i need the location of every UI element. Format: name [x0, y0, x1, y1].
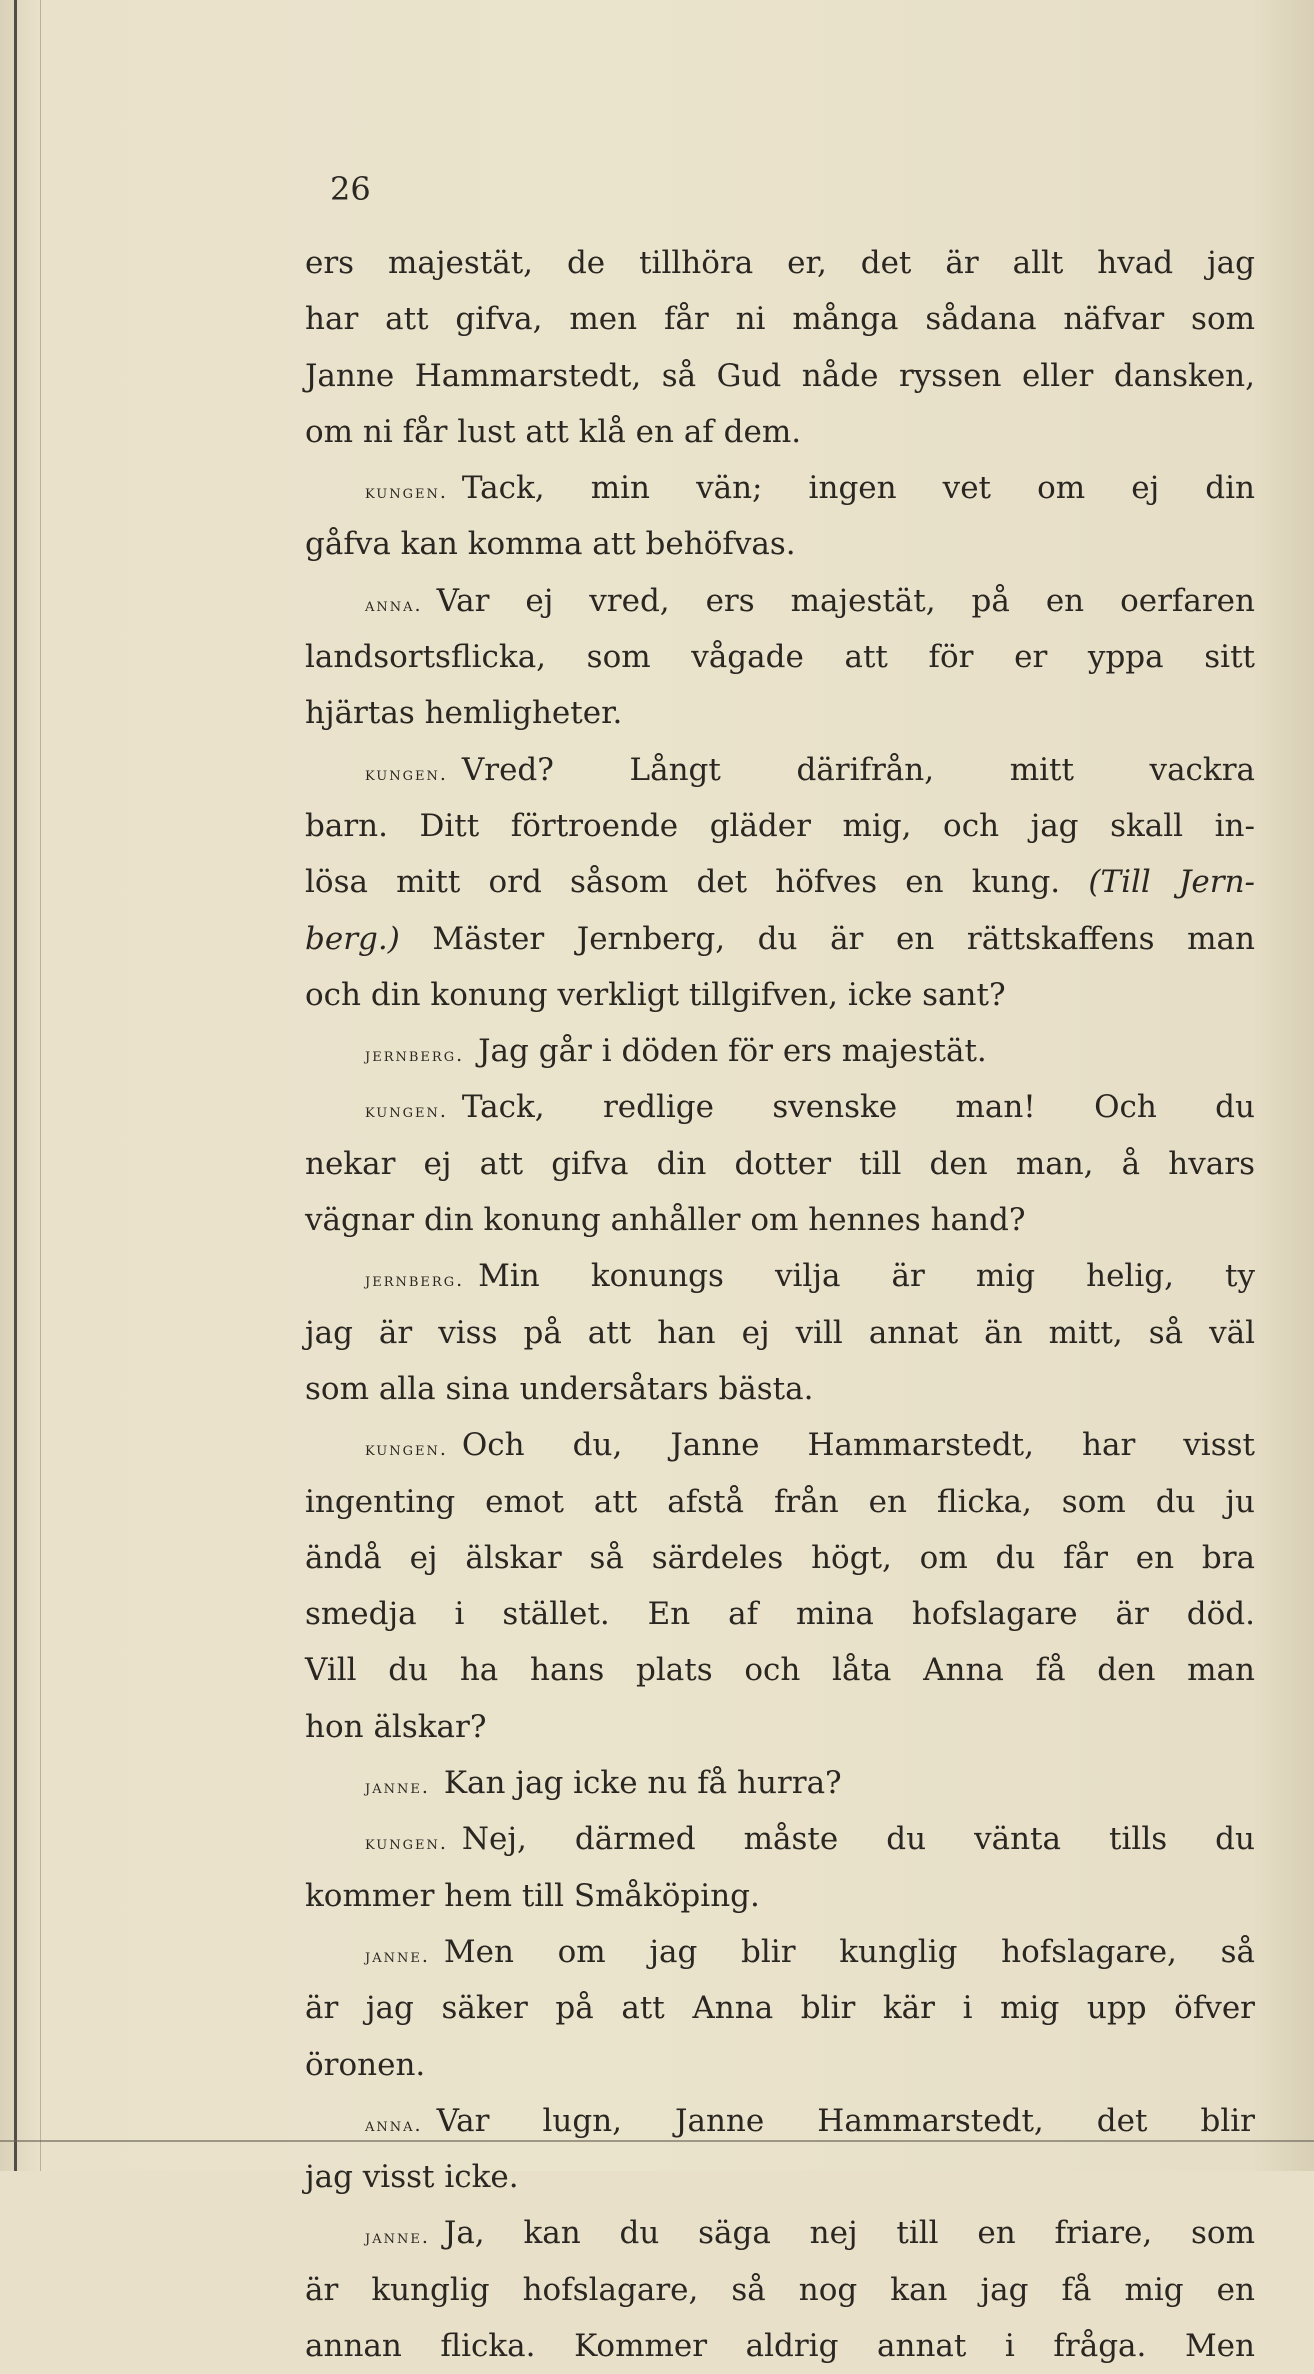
line-text: är kunglig hofslagare, så nog kan jag få mig en [305, 2271, 1255, 2308]
line-text: nekar ej att gifva din dotter till den man, å hvars [305, 1145, 1255, 1182]
text-line [305, 967, 1255, 1023]
line-text: Vill du ha hans plats och låta Anna få den man [305, 1652, 1255, 1689]
speaker-name: jernberg. [365, 1269, 465, 1292]
text-line [305, 573, 1255, 629]
text-line [305, 2093, 1255, 2149]
text-line [305, 1811, 1255, 1867]
page-edge-shadow [40, 0, 41, 2171]
text-line [305, 1248, 1255, 1304]
speaker-name: kungen. [365, 481, 448, 504]
text-line [305, 2262, 1255, 2318]
stage-direction: berg.) [305, 920, 400, 957]
speaker-name: kungen. [365, 762, 448, 785]
text-line [305, 1980, 1255, 2036]
speaker-name: anna. [365, 2113, 423, 2136]
line-text: som alla sina undersåtars bästa. [305, 1370, 814, 1407]
line-text: Jag går i döden för ers majestät. [478, 1033, 987, 1070]
text-line [305, 629, 1255, 685]
line-text: Var lugn, Janne Hammarstedt, det blir [436, 2102, 1255, 2139]
speaker-name: janne. [365, 1944, 430, 1967]
line-text: Mäster Jernberg, du är en rättskaffens man [432, 920, 1255, 957]
line-text: Tack, redlige svenske man! Och du [461, 1089, 1255, 1126]
line-text: gåfva kan komma att behöfvas. [305, 526, 796, 563]
text-line [305, 1023, 1255, 1079]
line-text: vägnar din konung anhåller om hennes hand? [305, 1202, 1026, 1239]
text-line [305, 516, 1255, 572]
text-line [305, 685, 1255, 741]
text-line [305, 911, 1255, 967]
text-line [305, 460, 1255, 516]
line-text: Och du, Janne Hammarstedt, har visst [461, 1427, 1255, 1464]
text-line [305, 1924, 1255, 1980]
line-text: Kan jag icke nu få hurra? [443, 1765, 842, 1802]
text-line [305, 1361, 1255, 1417]
text-line [305, 1136, 1255, 1192]
line-text: öronen. [305, 2046, 426, 2083]
text-line [305, 742, 1255, 798]
line-text: har att gifva, men får ni många sådana näfvar som [305, 301, 1255, 338]
text-line [305, 1192, 1255, 1248]
line-text: Ja, kan du säga nej till en friare, som [443, 2215, 1255, 2252]
speaker-name: janne. [365, 1776, 430, 1799]
line-text: Vred? Långt därifrån, mitt vackra [461, 751, 1255, 788]
text-line [305, 1530, 1255, 1586]
text-line [305, 2149, 1255, 2205]
text-line [305, 235, 1255, 291]
text-line [305, 1586, 1255, 1642]
line-text: hjärtas hemligheter. [305, 695, 623, 732]
speaker-name: jernberg. [365, 1044, 465, 1067]
speaker-name: kungen. [365, 1832, 448, 1855]
line-text: Var ej vred, ers majestät, på en oerfaren [436, 582, 1255, 619]
line-text: Men om jag blir kunglig hofslagare, så [443, 1933, 1255, 1970]
text-line [305, 2205, 1255, 2261]
text-line [305, 2037, 1255, 2093]
text-line [305, 1699, 1255, 1755]
text-line [305, 854, 1255, 910]
text-line [305, 1642, 1255, 1698]
line-text: är jag säker på att Anna blir kär i mig upp öfver [305, 1990, 1255, 2027]
line-text: ers majestät, de tillhöra er, det är allt hvad jag [305, 245, 1255, 281]
text-line [305, 1474, 1255, 1530]
line-text: ändå ej älskar så särdeles högt, om du får en bra [305, 1539, 1255, 1576]
line-text: jag är viss på att han ej vill annat än mitt, så väl [305, 1314, 1255, 1351]
line-text: Janne Hammarstedt, så Gud nåde ryssen eller dansken, [305, 357, 1255, 394]
line-text: Min konungs vilja är mig helig, ty [478, 1258, 1255, 1295]
line-text: ingenting emot att afstå från en flicka, som du ju [305, 1483, 1255, 1520]
text-line [305, 1755, 1255, 1811]
text-line [305, 348, 1255, 404]
line-text: Nej, därmed måste du vänta tills du [461, 1821, 1255, 1858]
speaker-name: janne. [365, 2226, 430, 2249]
page-number: 26 [330, 170, 371, 208]
text-line [305, 1305, 1255, 1361]
speaker-name: kungen. [365, 1438, 448, 1461]
line-text: Tack, min vän; ingen vet om ej din [461, 470, 1255, 507]
stage-direction: (Till Jern- [1088, 864, 1256, 901]
text-line [305, 2318, 1255, 2374]
text-line [305, 1079, 1255, 1135]
text-line [305, 291, 1255, 347]
line-text: lösa mitt ord såsom det höfves en kung. [305, 864, 1061, 901]
line-text: jag visst icke. [305, 2159, 519, 2196]
line-text: om ni får lust att klå en af dem. [305, 413, 802, 450]
text-line [305, 1417, 1255, 1473]
text-line [305, 1868, 1255, 1924]
line-text: barn. Ditt förtroende gläder mig, och jag skall in- [305, 807, 1255, 844]
speaker-name: anna. [365, 593, 423, 616]
line-text: smedja i stället. En af mina hofslagare är död. [305, 1596, 1255, 1633]
speaker-name: kungen. [365, 1100, 448, 1123]
line-text: och din konung verkligt tillgifven, icke sant? [305, 976, 1006, 1013]
line-text: landsortsflicka, som vågade att för er yppa sitt [305, 639, 1255, 676]
line-text: annan flicka. Kommer aldrig annat i fråga. Men [305, 2327, 1255, 2364]
line-text: hon älskar? [305, 1708, 487, 1745]
line-text: kommer hem till Småköping. [305, 1877, 760, 1914]
body-text [305, 235, 1255, 2374]
text-line [305, 798, 1255, 854]
page-edge-line [14, 0, 17, 2171]
text-line [305, 404, 1255, 460]
